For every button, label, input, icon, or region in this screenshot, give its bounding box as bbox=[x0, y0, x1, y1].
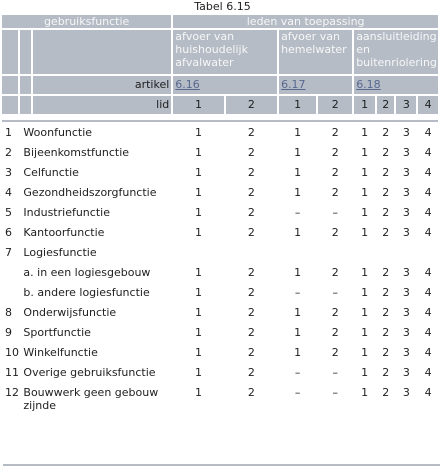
row-value: 2 bbox=[247, 126, 255, 139]
row-value: 2 bbox=[382, 186, 390, 199]
row-value: 1 bbox=[194, 126, 202, 139]
row-number: 8 bbox=[5, 306, 12, 319]
table-row bbox=[2, 244, 438, 262]
table-row bbox=[2, 204, 438, 222]
row-value: 1 bbox=[361, 326, 369, 339]
row-value: 1 bbox=[194, 166, 202, 179]
row-value: 2 bbox=[331, 346, 339, 359]
lid-label: lid bbox=[33, 96, 171, 114]
row-value: – bbox=[332, 366, 338, 379]
group-title-3: aansluitleiding en buitenriolering bbox=[354, 30, 438, 74]
row-value: 2 bbox=[331, 126, 339, 139]
row-value: 4 bbox=[424, 186, 432, 199]
row-value: 2 bbox=[331, 266, 339, 279]
row-value: 1 bbox=[294, 126, 302, 139]
lid-1-2: 2 bbox=[226, 96, 277, 114]
table-row bbox=[2, 304, 438, 322]
row-value: 2 bbox=[247, 226, 255, 239]
row-value: 3 bbox=[402, 346, 410, 359]
artikel-link-2[interactable] bbox=[279, 76, 352, 94]
row-value: 1 bbox=[294, 346, 302, 359]
row-value: 1 bbox=[294, 326, 302, 339]
row-value: 4 bbox=[424, 386, 432, 399]
table-body bbox=[2, 124, 438, 412]
row-function-name: Overige gebruiksfunctie bbox=[23, 366, 156, 379]
row-number: 9 bbox=[5, 326, 12, 339]
row-value: 3 bbox=[402, 146, 410, 159]
row-value: 4 bbox=[424, 146, 432, 159]
row-value: 1 bbox=[361, 206, 369, 219]
row-value: 1 bbox=[361, 366, 369, 379]
lid-1-1: 1 bbox=[173, 96, 223, 114]
row-value: 2 bbox=[382, 126, 390, 139]
row-value: 4 bbox=[424, 346, 432, 359]
row-value: 1 bbox=[361, 266, 369, 279]
lid-3-4: 4 bbox=[418, 96, 438, 114]
row-value bbox=[226, 244, 277, 262]
row-number: 2 bbox=[5, 146, 12, 159]
row-function-name: Industriefunctie bbox=[23, 206, 110, 219]
row-value bbox=[173, 244, 223, 262]
row-value: 1 bbox=[294, 266, 302, 279]
row-value: 4 bbox=[424, 366, 432, 379]
row-value bbox=[377, 244, 395, 262]
row-value: 1 bbox=[194, 326, 202, 339]
row-value: 3 bbox=[402, 366, 410, 379]
row-number: 11 bbox=[5, 366, 19, 379]
header-members: leden van toepassing bbox=[173, 15, 438, 28]
row-value: – bbox=[294, 386, 301, 399]
row-value: 2 bbox=[247, 366, 255, 379]
row-value: 2 bbox=[331, 166, 339, 179]
row-value: 4 bbox=[424, 126, 432, 139]
artikel-label: artikel bbox=[33, 76, 171, 94]
table-row bbox=[2, 364, 438, 382]
artikel-blank-b bbox=[20, 76, 31, 94]
row-value: 1 bbox=[194, 266, 202, 279]
row-value: 4 bbox=[424, 166, 432, 179]
row-function-name: Gezondheidszorgfunctie bbox=[23, 186, 157, 199]
artikel-link-3[interactable] bbox=[354, 76, 438, 94]
row-value: 3 bbox=[402, 226, 410, 239]
row-value: 2 bbox=[247, 206, 255, 219]
row-value: 1 bbox=[294, 226, 302, 239]
header-blank-b bbox=[20, 30, 31, 74]
row-value: 2 bbox=[382, 286, 390, 299]
row-value: 1 bbox=[194, 366, 202, 379]
row-value: 2 bbox=[247, 146, 255, 159]
lid-3-1: 1 bbox=[354, 96, 375, 114]
row-value: 2 bbox=[247, 326, 255, 339]
row-value: 1 bbox=[361, 386, 369, 399]
row-value bbox=[279, 244, 316, 262]
row-value: – bbox=[332, 206, 338, 219]
row-value: 1 bbox=[194, 146, 202, 159]
table-row bbox=[2, 264, 438, 282]
row-value: 2 bbox=[247, 186, 255, 199]
table-row bbox=[2, 184, 438, 202]
artikel-link-1-text[interactable]: 6.16 bbox=[175, 78, 200, 91]
row-value: 1 bbox=[361, 346, 369, 359]
row-value: 4 bbox=[424, 306, 432, 319]
row-value: 1 bbox=[361, 166, 369, 179]
table-row bbox=[2, 284, 438, 302]
row-value: – bbox=[294, 206, 301, 219]
group-title-2: afvoer van hemelwater bbox=[279, 30, 352, 74]
row-value: 2 bbox=[382, 266, 390, 279]
row-value: 3 bbox=[402, 126, 410, 139]
row-value bbox=[318, 244, 352, 262]
row-value: 3 bbox=[402, 266, 410, 279]
table-row bbox=[2, 344, 438, 362]
artikel-blank-a bbox=[2, 76, 18, 94]
row-value: 4 bbox=[424, 286, 432, 299]
lid-2-1: 1 bbox=[279, 96, 316, 114]
row-value: 2 bbox=[382, 166, 390, 179]
row-value: 3 bbox=[402, 286, 410, 299]
artikel-link-1[interactable] bbox=[173, 76, 277, 94]
row-number: 1 bbox=[5, 126, 12, 139]
row-number: 5 bbox=[5, 206, 12, 219]
lid-blank-b bbox=[20, 96, 31, 114]
row-function-name: a. in een logiesgebouw bbox=[23, 266, 151, 279]
row-value: 1 bbox=[361, 226, 369, 239]
row-value: 1 bbox=[194, 386, 202, 399]
row-value: 1 bbox=[194, 286, 202, 299]
row-value: 2 bbox=[382, 226, 390, 239]
row-value: 1 bbox=[361, 286, 369, 299]
row-value: 4 bbox=[424, 326, 432, 339]
row-number bbox=[2, 264, 18, 282]
row-value: 2 bbox=[331, 146, 339, 159]
table-row bbox=[2, 164, 438, 182]
row-value: 1 bbox=[194, 186, 202, 199]
row-value: 2 bbox=[382, 366, 390, 379]
row-value: – bbox=[294, 286, 301, 299]
row-function-name: Woonfunctie bbox=[23, 126, 93, 139]
row-function-name: Sportfunctie bbox=[23, 326, 91, 339]
table-row bbox=[2, 224, 438, 242]
row-value: 1 bbox=[194, 226, 202, 239]
row-value: – bbox=[294, 366, 301, 379]
row-value: 2 bbox=[247, 266, 255, 279]
lid-3-3: 3 bbox=[396, 96, 416, 114]
table-caption: Tabel 6.15 bbox=[194, 0, 251, 13]
row-function-name: Onderwijsfunctie bbox=[23, 306, 117, 319]
artikel-link-2-text[interactable]: 6.17 bbox=[281, 78, 306, 91]
row-value: 2 bbox=[247, 286, 255, 299]
row-value: 3 bbox=[402, 186, 410, 199]
row-value: 1 bbox=[361, 306, 369, 319]
row-value: 1 bbox=[294, 186, 302, 199]
row-value: 2 bbox=[382, 326, 390, 339]
row-value: 2 bbox=[331, 326, 339, 339]
row-function-name: Logiesfunctie bbox=[23, 246, 97, 259]
row-function-name: Bouwwerk geen gebouw zijnde bbox=[23, 386, 159, 412]
row-value: 1 bbox=[294, 166, 302, 179]
row-value: 1 bbox=[194, 346, 202, 359]
row-value: 2 bbox=[382, 386, 390, 399]
lid-3-2: 2 bbox=[377, 96, 395, 114]
artikel-link-3-text[interactable]: 6.18 bbox=[356, 78, 381, 91]
row-function-name: Winkelfunctie bbox=[23, 346, 98, 359]
row-value: 2 bbox=[382, 206, 390, 219]
row-function-name: Kantoorfunctie bbox=[23, 226, 105, 239]
row-number: 6 bbox=[5, 226, 12, 239]
row-value: 2 bbox=[331, 186, 339, 199]
row-function-name: Celfunctie bbox=[23, 166, 79, 179]
row-value: 4 bbox=[424, 226, 432, 239]
table-row bbox=[2, 144, 438, 162]
row-value: 4 bbox=[424, 266, 432, 279]
row-value: 1 bbox=[361, 146, 369, 159]
row-value: 3 bbox=[402, 306, 410, 319]
row-value: 2 bbox=[247, 346, 255, 359]
row-value: – bbox=[332, 386, 338, 399]
row-value: 1 bbox=[194, 206, 202, 219]
row-value: 3 bbox=[402, 166, 410, 179]
header-blank-c bbox=[33, 30, 171, 74]
row-value: 1 bbox=[361, 186, 369, 199]
row-number: 12 bbox=[5, 386, 19, 399]
header-function: gebruiksfunctie bbox=[2, 15, 171, 28]
row-value: 2 bbox=[331, 226, 339, 239]
row-value: 2 bbox=[382, 146, 390, 159]
row-value: 2 bbox=[247, 166, 255, 179]
row-value: 1 bbox=[294, 146, 302, 159]
row-function-name: b. andere logiesfunctie bbox=[23, 286, 150, 299]
row-value: 3 bbox=[402, 206, 410, 219]
row-value: 2 bbox=[247, 306, 255, 319]
table-row bbox=[2, 324, 438, 342]
group-title-1: afvoer van huishoudelijk afvalwater bbox=[173, 30, 277, 74]
row-value: 2 bbox=[331, 306, 339, 319]
lid-blank-a bbox=[2, 96, 18, 114]
row-value: 2 bbox=[382, 306, 390, 319]
row-value: 1 bbox=[194, 306, 202, 319]
row-value: 4 bbox=[424, 206, 432, 219]
table-row bbox=[2, 124, 438, 142]
row-number: 7 bbox=[5, 246, 12, 259]
header-blank-a bbox=[2, 30, 18, 74]
row-value: 3 bbox=[402, 326, 410, 339]
row-value: – bbox=[332, 286, 338, 299]
row-function-name: Bijeenkomstfunctie bbox=[23, 146, 130, 159]
row-value: 2 bbox=[247, 386, 255, 399]
table-row bbox=[2, 384, 438, 412]
lid-2-2: 2 bbox=[318, 96, 352, 114]
row-value: 1 bbox=[361, 126, 369, 139]
row-value: 1 bbox=[294, 306, 302, 319]
table-frame bbox=[0, 13, 440, 457]
row-value: 3 bbox=[402, 386, 410, 399]
row-number: 10 bbox=[5, 346, 19, 359]
row-value bbox=[354, 244, 375, 262]
row-number: 3 bbox=[5, 166, 12, 179]
usage-table bbox=[0, 13, 440, 414]
row-value bbox=[396, 244, 416, 262]
row-value: 2 bbox=[382, 346, 390, 359]
row-number: 4 bbox=[5, 186, 12, 199]
row-value bbox=[418, 244, 438, 262]
row-number bbox=[2, 284, 18, 302]
header-divider bbox=[2, 116, 438, 122]
